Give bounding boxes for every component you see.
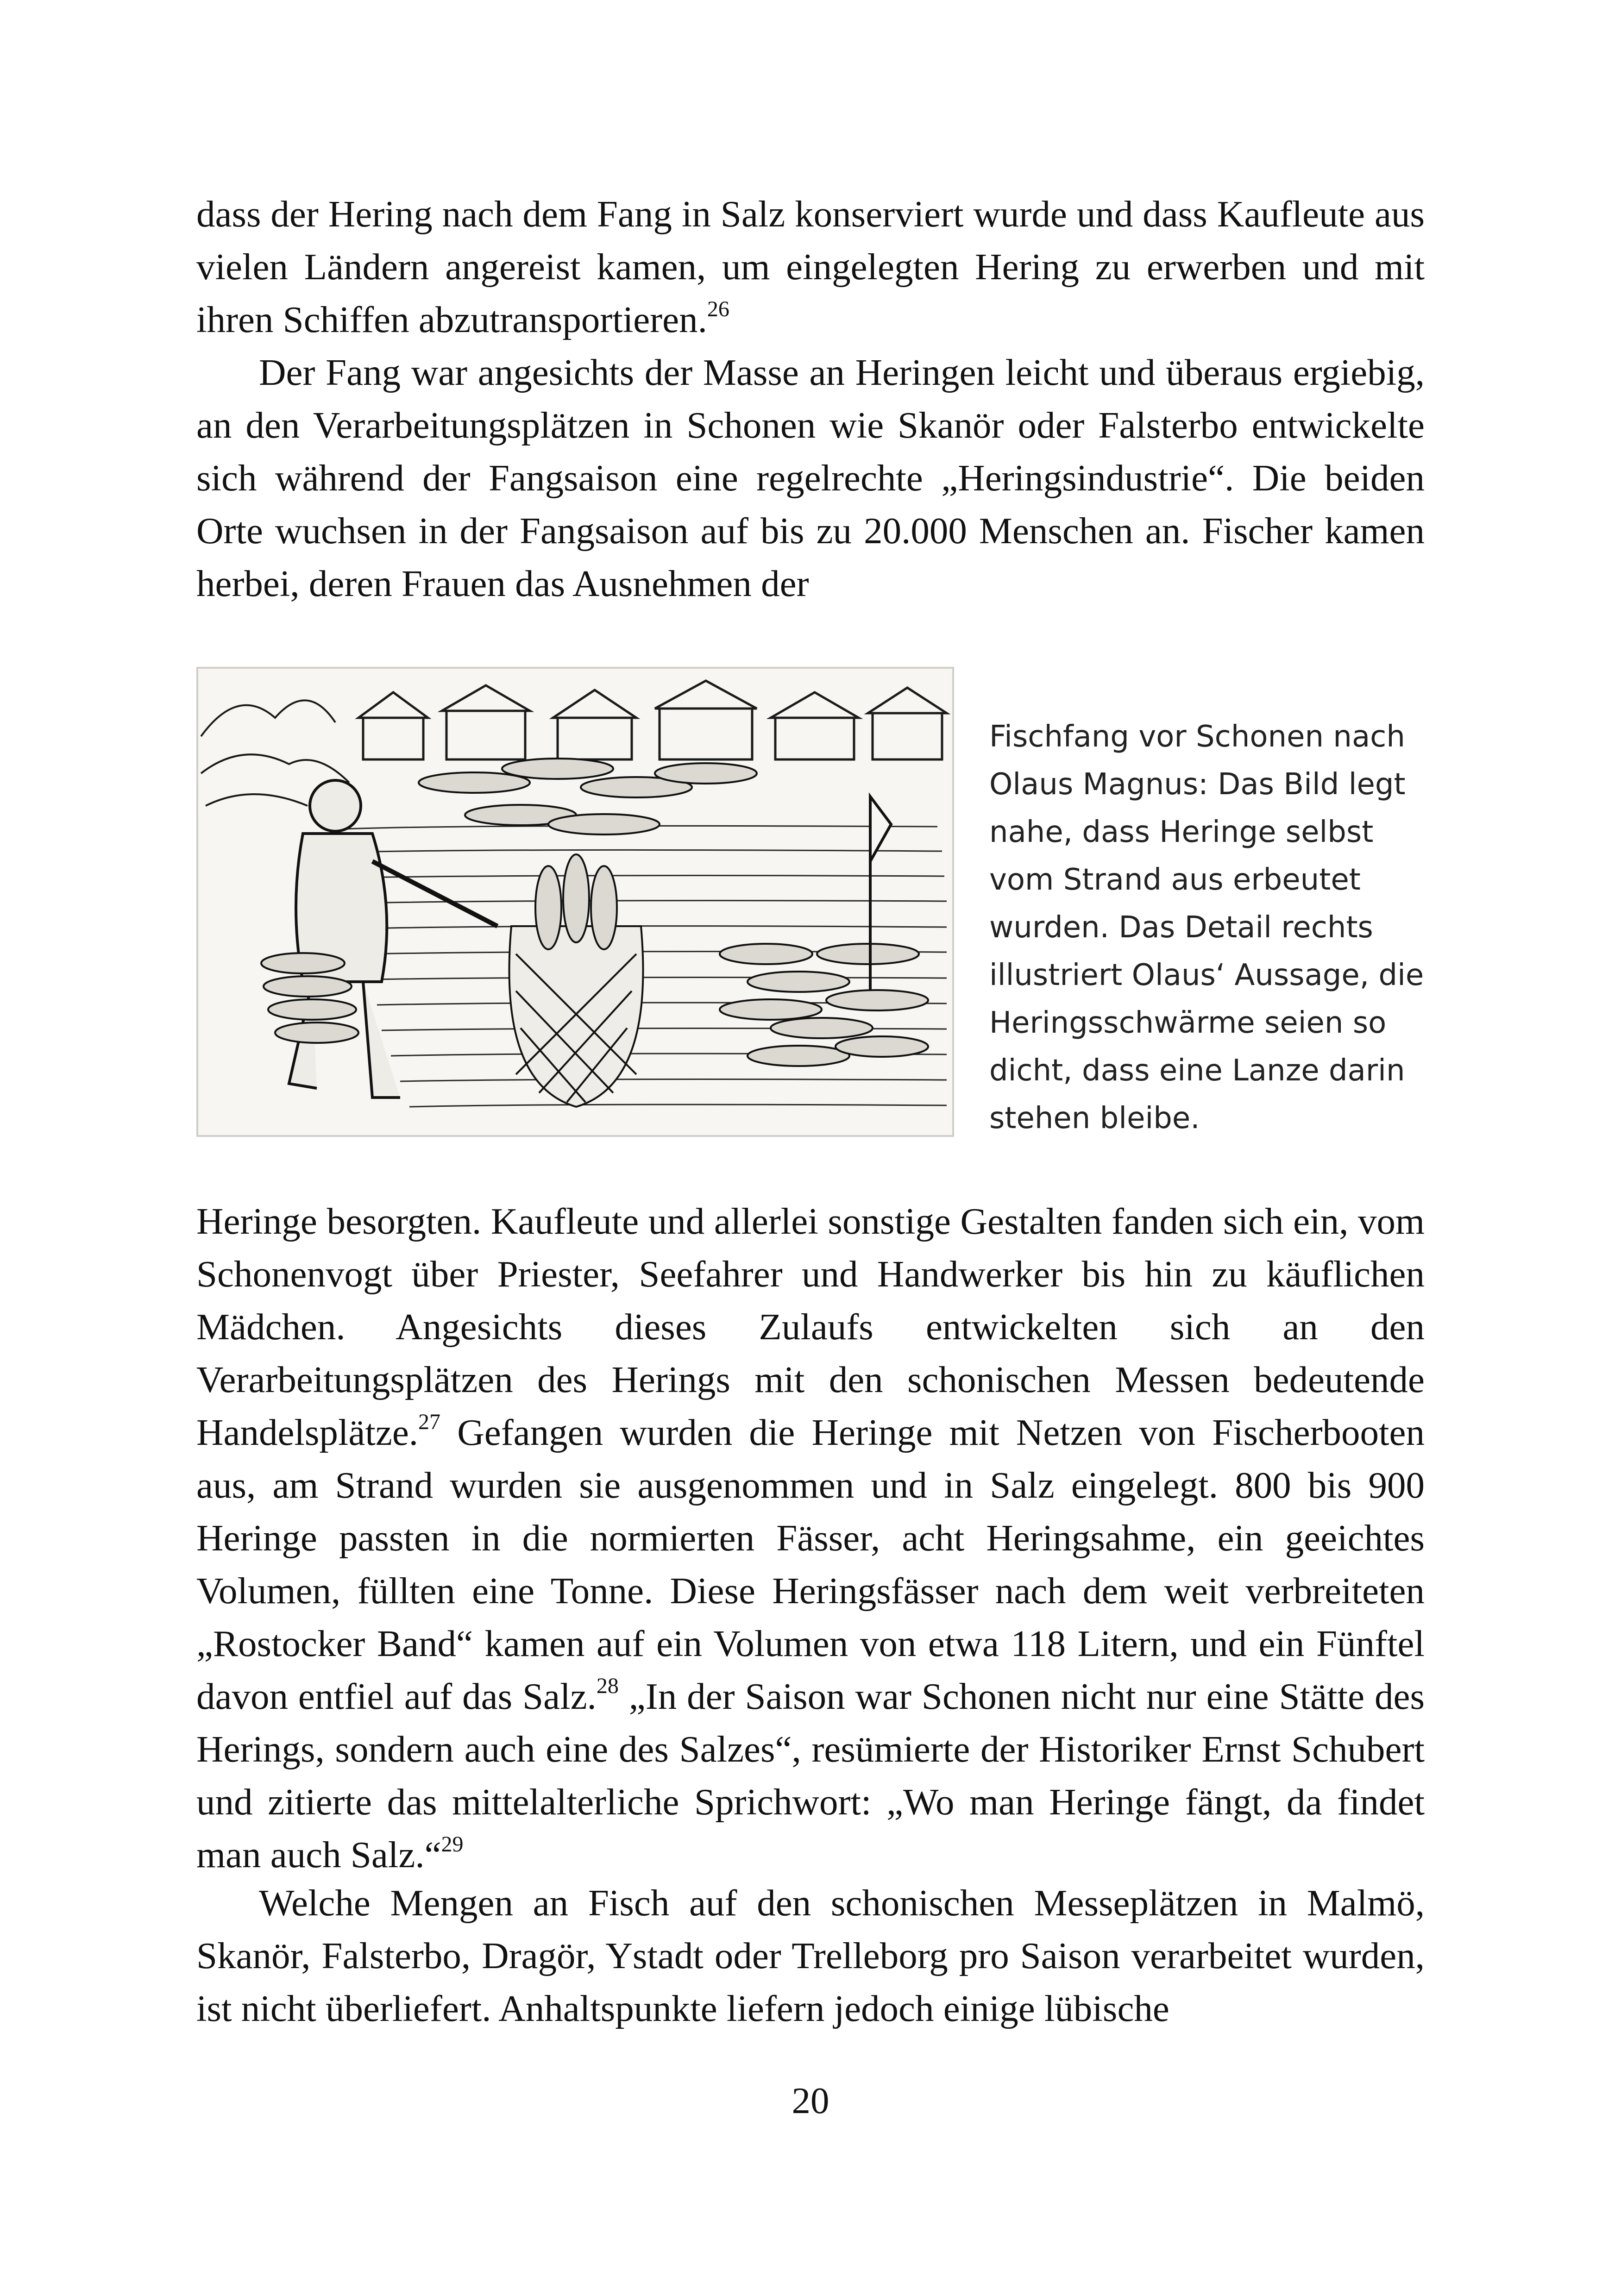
fish-in-net — [535, 854, 617, 949]
paragraph-3-text-c: „In der Saison war Schonen nicht nur eine Stätte des Herings, sondern auch eine des Salzes“, resümierte der Historiker Ernst Schubert und zitierte das mittelalterliche Sprichwort: „Wo man Heringe fängt, da findet man auch Salz.“ — [196, 1675, 1425, 1876]
paragraph-1-text: dass der Hering nach dem Fang in Salz konserviert wurde und dass Kaufleute aus vielen Ländern angereist kamen, um eingelegten Hering zu erwerben und mit ihren Schiffen abzutransportieren. — [196, 193, 1425, 340]
footnote-ref-26[interactable]: 26 — [707, 297, 729, 321]
page-number: 20 — [792, 2080, 829, 2121]
woodcut-illustration — [196, 667, 954, 1137]
paragraph-4 — [196, 1876, 1425, 2035]
paragraph-2 — [196, 346, 1425, 610]
footnote-ref-28[interactable]: 28 — [596, 1674, 619, 1698]
paragraph-4-text: Welche Mengen an Fisch auf den schonischen Messeplätzen in Malmö, Skanör, Falsterbo, Dragör, Ystadt oder Trelleborg pro Saison verarbeitet wurden, ist nicht überliefert. Anhaltspunkte liefern jedoch einige lübische — [196, 1882, 1425, 2029]
paragraph-2-text: Der Fang war angesichts der Masse an Heringen leicht und überaus ergiebig, an den Verarbeitungsplätzen in Schonen wie Skanör oder Falsterbo entwickelte sich während der Fangsaison eine regelrechte „Heringsindustrie“. Die beiden Orte wuchsen in der Fangsaison auf bis zu 20.000 Menschen an. Fischer kamen herbei, deren Frauen das Ausnehmen der — [196, 351, 1425, 604]
paragraph-3-text-b: Gefangen wurden die Heringe mit Netzen von Fischerbooten aus, am Strand wurden sie ausgenommen und in Salz eingelegt. 800 bis 900 Heringe passten in die normierten Fässer, acht Heringsahme, ein geeichtes Volumen, füllten eine Tonne. Diese Heringsfässer nach dem weit verbreiteten „Rostocker Band“ kamen auf ein Volumen von etwa 118 Litern, und ein Fünftel davon entfiel auf das Salz. — [196, 1411, 1425, 1717]
paragraph-3-text-a: Heringe besorgten. Kaufleute und allerlei sonstige Gestalten fanden sich ein, vom Schonenvogt über Priester, Seefahrer und Handwerker bis hin zu käuflichen Mädchen. Angesichts dieses Zulaufs entwickelten sich an den Verarbeitungsplätzen des Herings mit den schonischen Messen bedeutende Handelsplätze. — [196, 1200, 1425, 1453]
paragraph-3 — [196, 1195, 1425, 1881]
paragraph-1 — [196, 188, 1425, 346]
footnote-ref-27[interactable]: 27 — [418, 1410, 441, 1434]
footnote-ref-29[interactable]: 29 — [441, 1832, 464, 1857]
figure-caption: Fischfang vor Schonen nach Olaus Magnus: Das Bild legt nahe, dass Heringe selbst vom Strand aus erbeutet wurden. Das Detail rechts illustriert Olaus‘ Aussage, die Heringsschwärme seien so dicht, dass eine Lanze darin stehen bleibe. — [989, 720, 1424, 1135]
woodcut-figure — [196, 667, 954, 1137]
